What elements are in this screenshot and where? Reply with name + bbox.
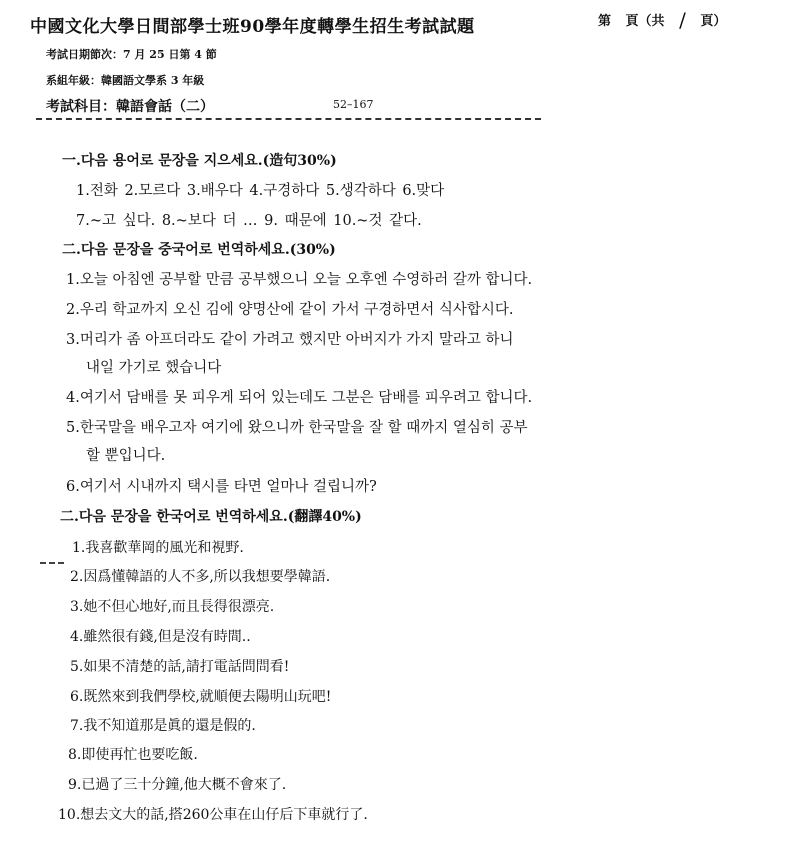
- section1-heading: 一.다음 용어로 문장을 지으세요.(造句30%): [62, 153, 337, 169]
- exam-date: 考試日期節次：7 月 25 日第 4 節: [46, 48, 217, 61]
- page-slash: /: [679, 8, 686, 32]
- section1-row2: 7.~고 싶다. 8.~보다 더 … 9. 때문에 10.~것 같다.: [76, 213, 422, 229]
- section2-line: 1.오늘 아침엔 공부할 만큼 공부했으니 오늘 오후엔 수영하러 갈까 합니다.: [66, 272, 533, 288]
- section2-line: 6.여기서 시내까지 택시를 타면 얼마나 걸립니까?: [66, 479, 377, 495]
- exam-title: 中國文化大學日間部學士班90學年度轉學生招生考試試題: [30, 17, 475, 37]
- scan-mark: [40, 562, 64, 564]
- section2-line: 2.우리 학교까지 오신 김에 양명산에 같이 가서 구경하면서 식사합시다.: [66, 302, 514, 318]
- section3-line: 2.因爲懂韓語的人不多,所以我想要學韓語.: [70, 569, 331, 585]
- section1-row1: 1.전화 2.모르다 3.배우다 4.구경하다 5.생각하다 6.맞다: [76, 183, 445, 199]
- section3-line: 3.她不但心地好,而且長得很漂亮.: [70, 599, 275, 615]
- section3-line: 8.即使再忙也要吃飯.: [68, 747, 198, 763]
- section3-line: 1.我喜歡華岡的風光和視野.: [72, 540, 244, 556]
- page-marker: [598, 6, 736, 30]
- section2-line: 3.머리가 좀 아프더라도 같이 가려고 했지만 아버지가 가지 말라고 하니: [66, 332, 514, 348]
- section2-line: 할 뿐입니다.: [86, 448, 166, 464]
- header-divider: [36, 118, 541, 120]
- page-end-label: 頁）: [700, 14, 727, 29]
- section3-line: 4.雖然很有錢,但是沒有時間..: [70, 629, 251, 645]
- exam-subject: 考試科目：韓語會話（二）: [46, 99, 214, 115]
- subject-code: 52–167: [333, 98, 374, 111]
- section2-heading: 二.다음 문장을 중국어로 번역하세요.(30%): [62, 242, 336, 258]
- section2-line: 5.한국말을 배우고자 여기에 왔으니까 한국말을 잘 할 때까지 열심히 공부: [66, 420, 528, 436]
- section3-heading: 二.다음 문장을 한국어로 번역하세요.(翻譯40%): [60, 509, 362, 525]
- section2-line: 4.여기서 담배를 못 피우게 되어 있는데도 그분은 담배를 피우려고 합니다.: [66, 390, 533, 406]
- section2-line: 내일 가기로 했습니다: [86, 360, 222, 376]
- page-label: 第: [598, 14, 612, 29]
- section3-line: 9.已過了三十分鐘,他大概不會來了.: [68, 777, 287, 793]
- sheet-label: 頁（共: [625, 14, 665, 29]
- department: 系組年級：韓國語文學系 3 年級: [46, 74, 205, 87]
- section3-line: 7.我不知道那是眞的還是假的.: [70, 718, 256, 734]
- section3-line: 10.想去文大的話,搭260公車在山仔后下車就行了.: [58, 807, 368, 823]
- section3-line: 6.既然來到我們學校,就順便去陽明山玩吧!: [70, 689, 332, 705]
- section3-line: 5.如果不清楚的話,請打電話問問看!: [70, 659, 290, 675]
